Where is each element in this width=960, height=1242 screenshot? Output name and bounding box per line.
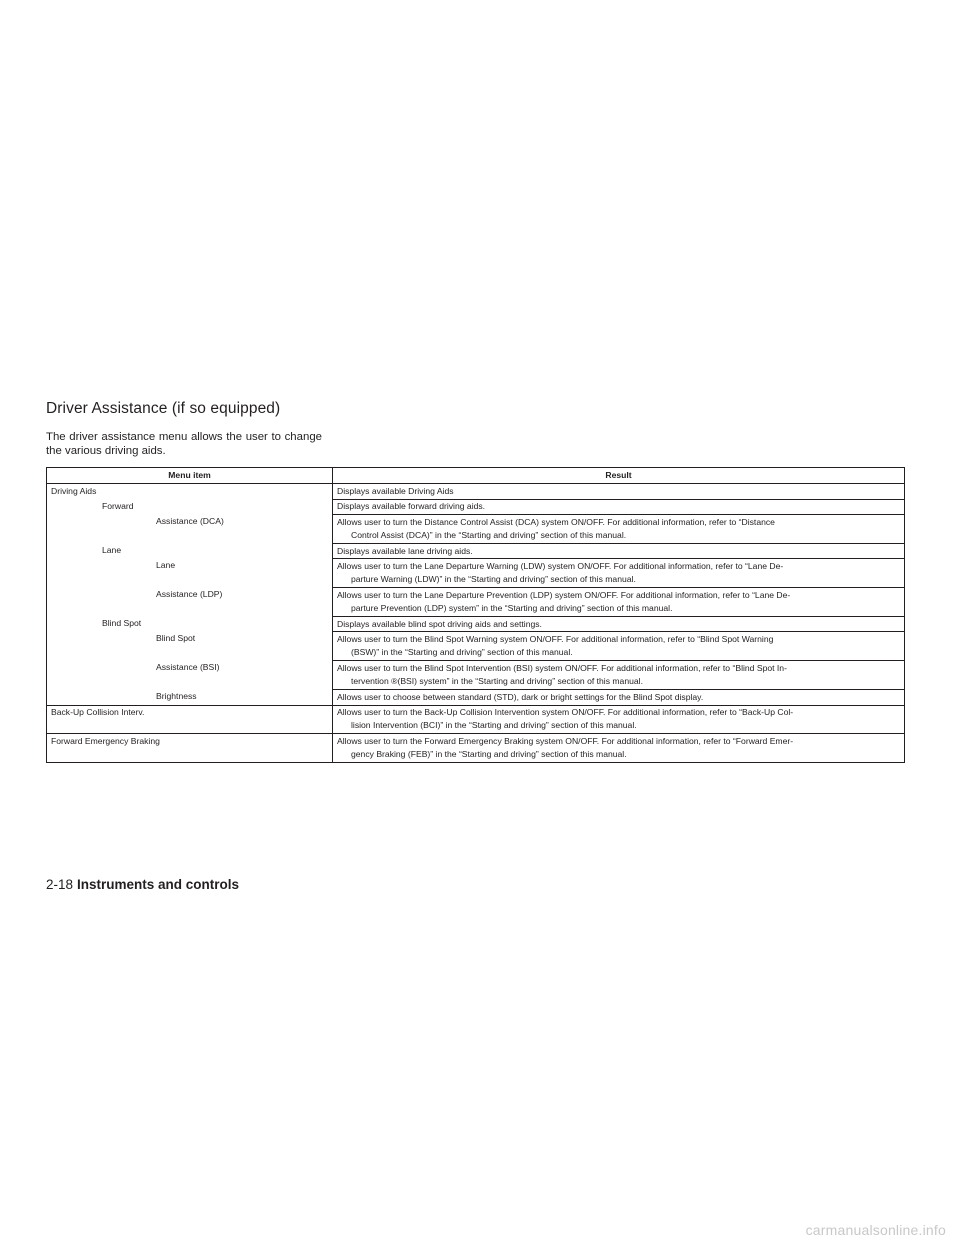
menu-item-assistance-bsi: Assistance (BSI) [156, 662, 220, 673]
result-text: Displays available blind spot driving aids and settings. [337, 618, 542, 629]
result-text: Allows user to turn the Lane Departure Warning (LDW) system ON/OFF. For additional information, refer to “Lane De- [337, 560, 784, 571]
result-text: Displays available lane driving aids. [337, 545, 473, 556]
table-row [47, 544, 905, 559]
menu-item-assistance-dca: Assistance (DCA) [156, 516, 224, 527]
result-text-continued: tervention ®(BSI) system” in the “Starting and driving” section of this manual. [351, 676, 643, 687]
page-number: 2-18 [46, 877, 74, 892]
table-row [47, 588, 905, 617]
result-text: Allows user to turn the Distance Control Assist (DCA) system ON/OFF. For additional information, refer to “Distance [337, 516, 775, 527]
table-header-row [47, 468, 905, 484]
table-row [47, 559, 905, 588]
result-text-continued: Control Assist (DCA)” in the “Starting and driving” section of this manual. [351, 530, 627, 541]
menu-item-driving-aids: Driving Aids [51, 485, 97, 496]
result-text-continued: parture Prevention (LDP) system” in the “Starting and driving” section of this manual. [351, 603, 673, 614]
menu-item-brightness: Brightness [156, 691, 197, 702]
menu-item-back-up-collision-interv: Back-Up Collision Interv. [51, 707, 145, 717]
result-text-continued: gency Braking (FEB)” in the “Starting and driving” section of this manual. [351, 749, 627, 760]
section-title: Driver Assistance (if so equipped) [46, 400, 281, 417]
result-text-continued: parture Warning (LDW)” in the “Starting and driving” section of this manual. [351, 574, 636, 585]
menu-item-blind-spot: Blind Spot [102, 618, 142, 629]
table-row [47, 705, 905, 734]
table-row [47, 661, 905, 690]
menu-item-forward: Forward [102, 500, 134, 511]
menu-item-lane: Lane [102, 545, 122, 556]
menu-item-forward-emergency-braking: Forward Emergency Braking [51, 735, 160, 746]
table-row [47, 484, 905, 499]
driver-assistance-menu-table [46, 467, 905, 763]
table-row [47, 632, 905, 661]
table-row [47, 499, 905, 514]
menu-item-blind-spot-bsw: Blind Spot [156, 633, 196, 644]
result-text-continued: lision Intervention (BCI)” in the “Starting and driving” section of this manual. [351, 720, 637, 731]
watermark: carmanualsonline.info [805, 1222, 946, 1238]
table-row [47, 515, 905, 544]
chapter-title: Instruments and controls [77, 877, 240, 892]
result-text: Allows user to choose between standard (STD), dark or bright settings for the Blind Spot display. [337, 691, 704, 702]
menu-item-lane-ldw: Lane [156, 560, 176, 571]
table-row [47, 617, 905, 632]
table-row [47, 690, 905, 705]
intro-paragraph: The driver assistance menu allows the user to change the various driving aids. [46, 431, 322, 457]
result-text-continued: (BSW)” in the “Starting and driving” section of this manual. [351, 647, 573, 658]
result-text: Allows user to turn the Blind Spot Intervention (BSI) system ON/OFF. For additional information, refer to “Blind Spot In- [337, 662, 787, 673]
result-text: Allows user to turn the Forward Emergency Braking system ON/OFF. For additional information, refer to “Forward Emer- [337, 735, 794, 746]
menu-item-assistance-ldp: Assistance (LDP) [156, 589, 223, 600]
result-text: Displays available forward driving aids. [337, 501, 486, 512]
result-text: Displays available Driving Aids [337, 485, 454, 496]
header-menu-item: Menu item [47, 468, 333, 484]
result-text: Allows user to turn the Blind Spot Warning system ON/OFF. For additional information, refer to “Blind Spot Warning [337, 633, 774, 644]
header-result: Result [333, 468, 905, 484]
result-text: Allows user to turn the Lane Departure Prevention (LDP) system ON/OFF. For additional information, refer to “Lane De- [337, 589, 791, 600]
table-row [47, 734, 905, 763]
page-footer [46, 877, 239, 892]
result-text: Allows user to turn the Back-Up Collision Intervention system ON/OFF. For additional information, refer to “Back-Up Col- [337, 707, 794, 717]
